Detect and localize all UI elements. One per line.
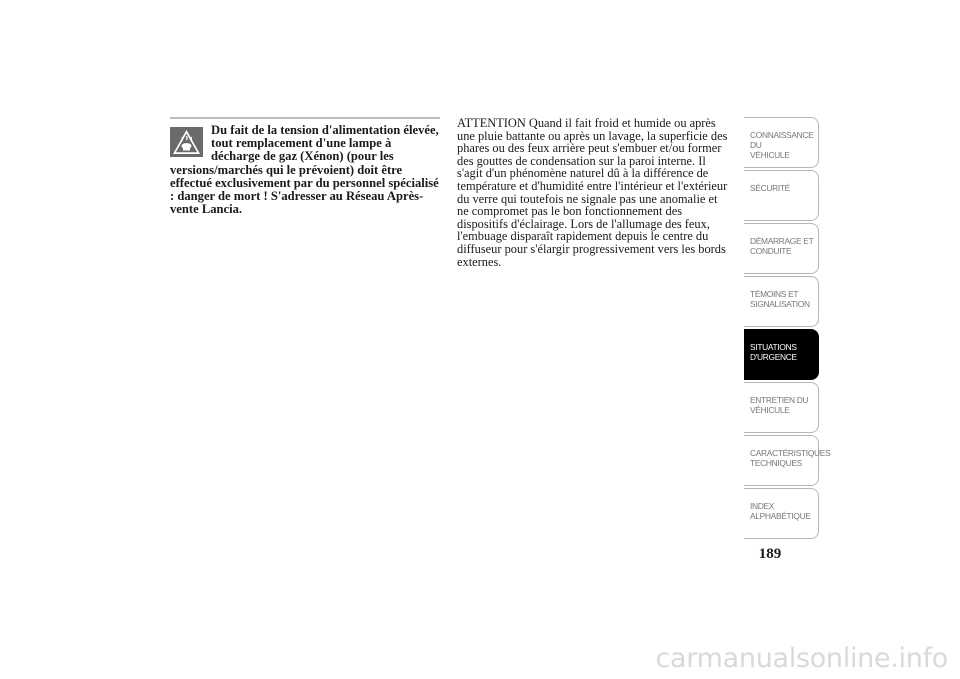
section-rule — [170, 117, 440, 119]
tab-caracteristiques-techniques[interactable] — [744, 435, 831, 486]
tab-label: CONNAISSANCE DU VÉHICULE — [750, 130, 814, 160]
chapter-tabs — [744, 117, 831, 541]
tab-index-alphabetique[interactable] — [744, 488, 819, 539]
tab-label: ENTRETIEN DU VÉHICULE — [750, 395, 809, 415]
tab-securite[interactable] — [744, 170, 819, 221]
tab-temoins-et-signalisation[interactable] — [744, 276, 819, 327]
attention-paragraph: ATTENTION Quand il fait froid et humide ou après une pluie battante ou après un lavage, la superficie des phares ou des feux arrière peut s'embuer et/ou former des gouttes de condensation sur la paroi interne. Il s'agit d'un phénomène naturel dû à la différence de température et d'humidité entre l'intérieur et l'extérieur du verre qui toutefois ne signale pas une anomalie et ne compromet pas le bon fonctionnement des dispositifs d'éclairage. Lors de l'allumage des feux, l'embuage disparaît rapidement depuis le centre du diffuseur pour s'élargir progressivement vers les bords externes. — [457, 116, 728, 269]
warning-paragraph — [170, 124, 442, 216]
tab-label: SÉCURITÉ — [750, 183, 790, 193]
tab-entretien-du-vehicule[interactable] — [744, 382, 819, 433]
tab-label: CARACTÉRISTIQUES TECHNIQUES — [750, 448, 831, 468]
tab-label: INDEX ALPHABÉTIQUE — [750, 501, 811, 521]
tab-demarrage-et-conduite[interactable] — [744, 223, 819, 274]
tab-connaissance-du-vehicule[interactable] — [744, 117, 819, 168]
page-number: 189 — [758, 546, 782, 562]
watermark: carmanualsonline.info — [655, 643, 948, 674]
tab-label: SITUATIONS D'URGENCE — [750, 342, 797, 362]
tab-label: TÉMOINS ET SIGNALISATION — [750, 289, 810, 309]
tab-situations-d-urgence[interactable] — [744, 329, 819, 380]
warning-text: Du fait de la tension d'alimentation élevée, tout remplacement d'une lampe à décharge de gaz (Xénon) (pour les versions/marchés qui le prévoient) doit être effectué exclusivement par du personnel spécialisé : danger de mort ! S'adresser au Réseau Après-vente Lancia. — [170, 123, 439, 217]
tab-label: DÉMARRAGE ET CONDUITE — [750, 236, 814, 256]
